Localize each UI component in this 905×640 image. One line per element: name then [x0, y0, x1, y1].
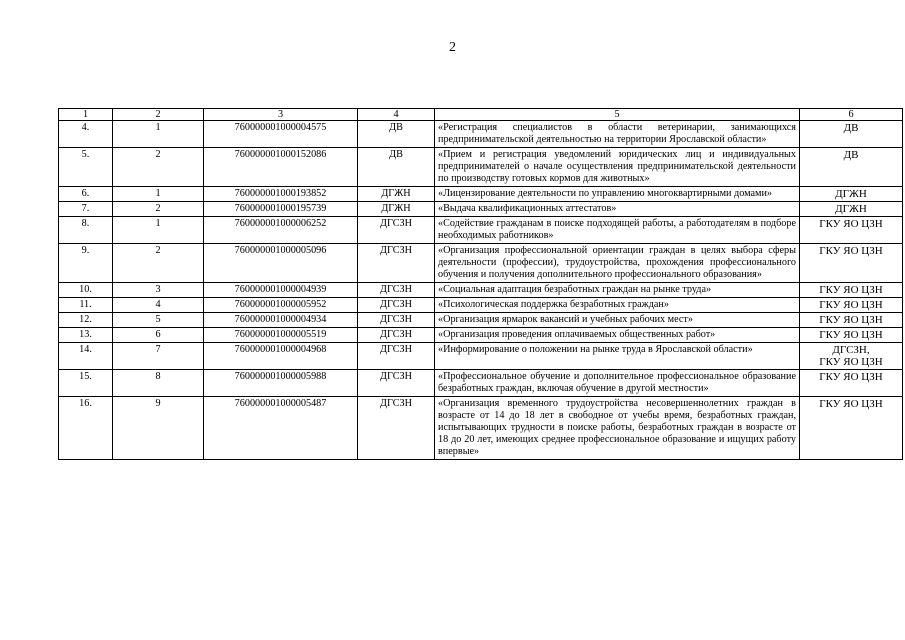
executor-cell: [800, 370, 903, 397]
column-number-2: 2: [113, 109, 204, 121]
service-registry-code: 760000001000004939: [204, 283, 358, 298]
service-registry-code: 760000001000195739: [204, 202, 358, 217]
service-name: «Организация временного трудоустройства несовершеннолетних граждан в возрасте от 14 до 18 лет в свободное от учебы время, безработных граждан, испытывающих трудности в поиске работы, безработных граждан в возрасте от 18 до 20 лет, имеющих среднее профессиональное образование и ищущих работу впервые»: [435, 397, 800, 460]
row-subnumber: 1: [113, 217, 204, 244]
service-registry-code: 760000001000193852: [204, 187, 358, 202]
table-row: [59, 397, 903, 460]
service-registry-code: 760000001000152086: [204, 148, 358, 187]
column-number-4: 4: [358, 109, 435, 121]
column-number-3: 3: [204, 109, 358, 121]
responsible-department: ДГСЗН: [358, 370, 435, 397]
table-row: [59, 121, 903, 148]
responsible-department: ДВ: [358, 148, 435, 187]
responsible-department: ДГСЗН: [358, 397, 435, 460]
row-subnumber: 2: [113, 202, 204, 217]
service-name: «Регистрация специалистов в области ветеринарии, занимающихся предпринимательской деятельностью на территории Ярославской области»: [435, 121, 800, 148]
service-name: «Профессиональное обучение и дополнительное профессиональное образование безработных граждан, включая обучение в другой местности»: [435, 370, 800, 397]
executor-name: ГКУ ЯО ЦЗН: [819, 371, 883, 383]
executor-name: ГКУ ЯО ЦЗН: [819, 218, 883, 230]
service-name: «Организация профессиональной ориентации граждан в целях выбора сферы деятельности (профессии), трудоустройства, прохождения профессионального обучения и получения дополнительного профессионального образования»: [435, 244, 800, 283]
executor-name: ДВ: [843, 149, 859, 161]
executor-name: ГКУ ЯО ЦЗН: [819, 329, 883, 341]
service-registry-code: 760000001000004575: [204, 121, 358, 148]
responsible-department: ДГСЗН: [358, 283, 435, 298]
responsible-department: ДГСЗН: [358, 343, 435, 370]
column-number-6: 6: [800, 109, 903, 121]
row-number: 9.: [59, 244, 113, 283]
page-number: 2: [449, 40, 456, 55]
executor-name: ГКУ ЯО ЦЗН: [819, 245, 883, 257]
executor-name: ДГЖН: [835, 203, 867, 215]
row-number: 6.: [59, 187, 113, 202]
table-row: [59, 217, 903, 244]
row-number: 12.: [59, 313, 113, 328]
service-registry-code: 760000001000005519: [204, 328, 358, 343]
row-subnumber: 5: [113, 313, 204, 328]
executor-cell: [800, 202, 903, 217]
row-subnumber: 4: [113, 298, 204, 313]
row-subnumber: 6: [113, 328, 204, 343]
service-name: «Содействие гражданам в поиске подходящей работы, а работодателям в подборе необходимых работников»: [435, 217, 800, 244]
table-row: [59, 370, 903, 397]
responsible-department: ДГЖН: [358, 202, 435, 217]
executor-name: ДГСЗН,: [832, 344, 870, 356]
service-registry-code: 760000001000004934: [204, 313, 358, 328]
executor-cell: [800, 187, 903, 202]
row-number: 11.: [59, 298, 113, 313]
column-number-1: 1: [59, 109, 113, 121]
executor-cell: [800, 244, 903, 283]
table-row: [59, 313, 903, 328]
executor-name: ДВ: [843, 122, 859, 134]
service-registry-code: 760000001000005988: [204, 370, 358, 397]
row-subnumber: 2: [113, 148, 204, 187]
row-subnumber: 8: [113, 370, 204, 397]
table-row: [59, 283, 903, 298]
service-name: «Психологическая поддержка безработных граждан»: [435, 298, 800, 313]
row-subnumber: 2: [113, 244, 204, 283]
responsible-department: ДГСЗН: [358, 298, 435, 313]
executor-cell: [800, 217, 903, 244]
executor-cell: [800, 121, 903, 148]
column-number-5: 5: [435, 109, 800, 121]
row-number: 8.: [59, 217, 113, 244]
service-registry-code: 760000001000005952: [204, 298, 358, 313]
service-name: «Организация ярмарок вакансий и учебных рабочих мест»: [435, 313, 800, 328]
executor-cell: [800, 343, 903, 370]
row-subnumber: 1: [113, 187, 204, 202]
executor-cell: [800, 298, 903, 313]
executor-name: ГКУ ЯО ЦЗН: [819, 398, 883, 410]
executor-cell: [800, 148, 903, 187]
responsible-department: ДВ: [358, 121, 435, 148]
row-number: 10.: [59, 283, 113, 298]
service-registry-code: 760000001000005487: [204, 397, 358, 460]
executor-name: ДГЖН: [835, 188, 867, 200]
table-row: [59, 244, 903, 283]
service-registry-code: 760000001000005096: [204, 244, 358, 283]
service-registry-code: 760000001000006252: [204, 217, 358, 244]
table-row: [59, 148, 903, 187]
table-row: [59, 343, 903, 370]
executor-name: ГКУ ЯО ЦЗН: [819, 314, 883, 326]
row-subnumber: 7: [113, 343, 204, 370]
service-name: «Информирование о положении на рынке труда в Ярославской области»: [435, 343, 800, 370]
table-body: [59, 109, 903, 460]
row-subnumber: 3: [113, 283, 204, 298]
row-subnumber: 1: [113, 121, 204, 148]
responsible-department: ДГСЗН: [358, 217, 435, 244]
responsible-department: ДГЖН: [358, 187, 435, 202]
responsible-department: ДГСЗН: [358, 328, 435, 343]
executor-cell: [800, 313, 903, 328]
service-name: «Прием и регистрация уведомлений юридических лиц и индивидуальных предпринимателей о начале осуществления предпринимательской деятельности по производству готовых кормов для животных»: [435, 148, 800, 187]
service-name: «Выдача квалификационных аттестатов»: [435, 202, 800, 217]
column-number-row: [59, 109, 903, 121]
executor-name: ГКУ ЯО ЦЗН: [819, 299, 883, 311]
row-number: 15.: [59, 370, 113, 397]
service-name: «Лицензирование деятельности по управлению многоквартирными домами»: [435, 187, 800, 202]
responsible-department: ДГСЗН: [358, 244, 435, 283]
table-row: [59, 328, 903, 343]
executor-name: ГКУ ЯО ЦЗН: [819, 356, 883, 368]
row-number: 14.: [59, 343, 113, 370]
table-row: [59, 298, 903, 313]
row-number: 7.: [59, 202, 113, 217]
row-number: 13.: [59, 328, 113, 343]
service-registry-code: 760000001000004968: [204, 343, 358, 370]
services-table: [58, 108, 903, 460]
table-row: [59, 202, 903, 217]
executor-cell: [800, 283, 903, 298]
executor-cell: [800, 397, 903, 460]
responsible-department: ДГСЗН: [358, 313, 435, 328]
service-name: «Социальная адаптация безработных граждан на рынке труда»: [435, 283, 800, 298]
row-number: 4.: [59, 121, 113, 148]
executor-name: ГКУ ЯО ЦЗН: [819, 284, 883, 296]
row-number: 5.: [59, 148, 113, 187]
row-subnumber: 9: [113, 397, 204, 460]
row-number: 16.: [59, 397, 113, 460]
executor-cell: [800, 328, 903, 343]
service-name: «Организация проведения оплачиваемых общественных работ»: [435, 328, 800, 343]
table-row: [59, 187, 903, 202]
